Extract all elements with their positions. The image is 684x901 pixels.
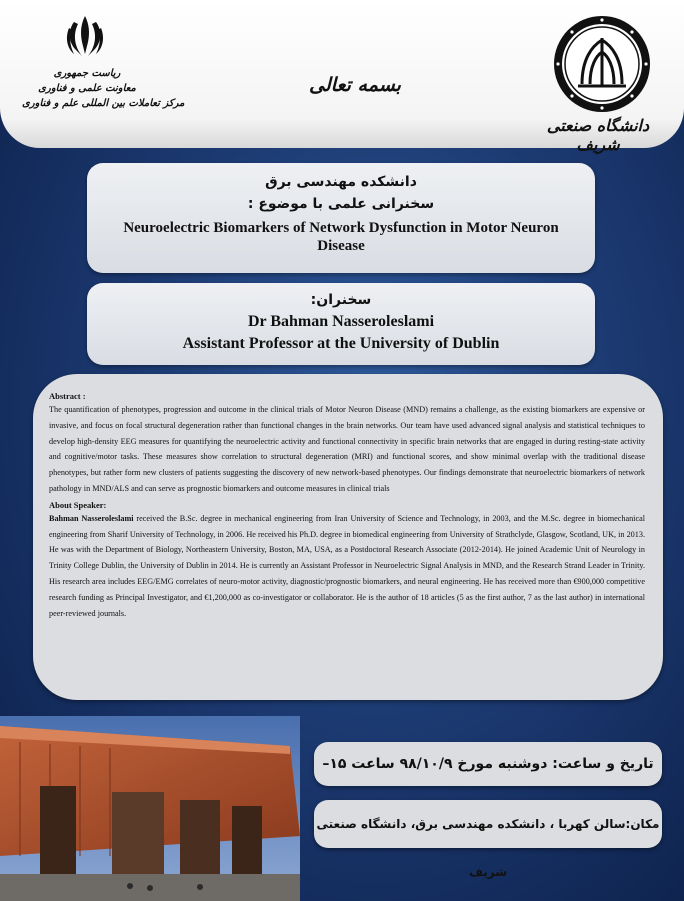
sharif-university-logo-icon: [552, 14, 652, 114]
iran-emblem-icon: [64, 14, 106, 60]
speaker-label: سخنران:: [310, 292, 372, 308]
date-time-box: تاریخ و ساعت: دوشنبه مورخ ۹۸/۱۰/۹ ساعت ۱۵–: [314, 742, 662, 786]
abstract-panel: [33, 374, 663, 700]
title-vice-presidency: معاونت علمی و فناوری: [38, 83, 136, 94]
faculty-name: دانشکده مهندسی برق: [265, 174, 417, 190]
speaker-bio: [49, 511, 645, 622]
bismillah-text: بسمه تعالی: [309, 74, 401, 96]
header-banner: [0, 0, 684, 154]
bio-text: received the B.Sc. degree in mechanical engineering from Iran University of Science and Technology, in 2003, and the M.Sc. degree in biomechanical engineering from Sharif University of Technology, in 2006. He received his Ph.D. degree in biomedical engineering from University of Strathclyde, Glasgow, Scotland, UK, in 2013. He was with the Department of Biology, Northeastern University, Boston, MA, USA, as a Postdoctoral Research Associate (2012-2014). He joined Academic Unit of Neurology in Trinity College Dublin, the University of Dublin in 2014. He is currently an Assistant Professor in Neuroelectric Signal Analysis in MND, and the Research Strand Leader in Trinity. His research area includes EEG/EMG correlates of neuro-motor activity, diagnostic/prognostic biomarkers, and neural engineering. He has received more than €900,000 competitive research funding as Principal Investigator, and €1,200,000 as co-investigator or collaborator. He is the author of 18 articles (5 as the first author, 7 as the last author) in international peer-reviewed journals.: [49, 513, 645, 618]
abstract-heading: Abstract :: [49, 391, 86, 401]
abstract-text: The quantification of phenotypes, progression and outcome in the clinical trials of Motor Neuron Disease (MND) remains a challenge, as the existing biomarkers are expensive or invasive, and focus on focal structural degeneration rather than functional changes in the brain networks. Our team have used advanced signal analysis and statistical techniques to develop high-density EEG measures for quantifying the neuroelectric activity and functional connectivity in specific brain networks that are engaged in during resting-state activity and cognitive/motor tasks. These measures show correlation to structural degeneration (MRI) and functional scores, and show minimal overlap with the traditional disease phenotypes, but rather form new clusters of patients suggesting the discovery of new network-based phenotypes. Our findings demonstrate that neuroelectric biomarkers of network pathology in MND/ALS and can serve as prognostic biomarkers and outcome measures in clinical trials: [49, 405, 645, 493]
speaker-name: Dr Bahman Nasseroleslami: [247, 313, 435, 330]
subject-label: سخنرانی علمی با موضوع :: [247, 196, 435, 212]
about-speaker-heading: About Speaker:: [49, 499, 107, 510]
speaker-position: Assistant Professor at the University of Dublin: [182, 335, 500, 352]
speaker-box: [87, 283, 595, 365]
bio-speaker-name: Bahman Nasseroleslami: [49, 513, 134, 523]
government-titles: [22, 66, 185, 111]
title-international-center: مرکز تعاملات بین المللی علم و فناوری: [22, 98, 185, 109]
title-presidency: ریاست جمهوری: [53, 68, 121, 79]
title-box: [87, 163, 595, 273]
talk-title: Neuroelectric Biomarkers of Network Dysfunction in Motor Neuron Disease: [123, 220, 559, 254]
university-name: دانشگاه صنعتی شریف: [546, 116, 650, 154]
university-building-photo: [0, 716, 300, 901]
location-box: مکان:سالن کهربا ، دانشکده مهندسی برق، دانشگاه صنعتی شریف: [314, 800, 662, 848]
